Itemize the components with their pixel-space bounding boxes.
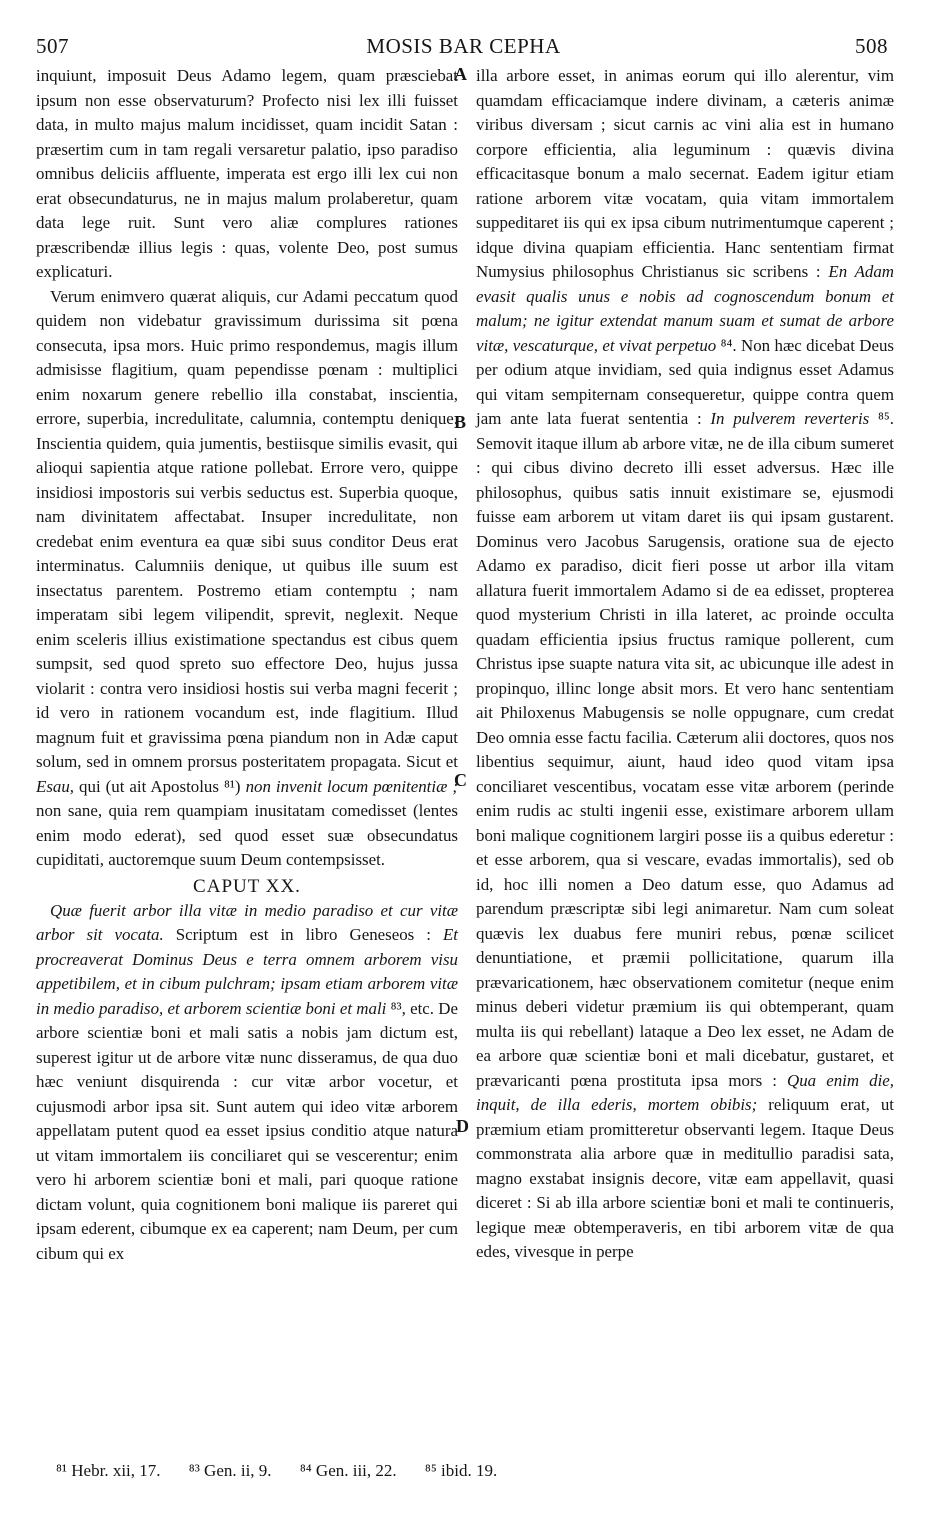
footnote: ⁸⁵ ibid. 19. [424,1461,498,1480]
left-page-number: 507 [36,34,69,58]
margin-letter-c: C [454,770,467,790]
footnote: ⁸³ Gen. ii, 9. [188,1461,272,1480]
right-text-column [476,64,894,1265]
chapter-heading: CAPUT XX. [193,875,301,897]
footnote: ⁸⁴ Gen. iii, 22. [299,1461,397,1480]
paragraph: illa arbore esset, in animas eorum qui illo alerentur, vim quamdam efficaciamque indere divinam, a cæteris animæ viribus diversam ; sicut carnis ac vini alia est in humano corpore efficientia, alia leguminum : quævis divina efficacitasque bonum a malo secernat. Eadem igitur etiam ratione arborem vitæ vocatam, quia vitam immortalem suppeditaret iis qui ex ipsa cibum nutrimentumque caperent ; idque divina quapiam efficientia. Hanc sententiam firmat Numysius philosophus Christianus sic scribens : En Adam evasit qualis unus e nobis ad cognoscendum bonum et malum; ne igitur extendat manum suam et sumat de arbore vitæ, vescaturque, et vivat perpetuo ⁸⁴. Non hæc dicebat Deus per odium atque invidiam, sed quia indignus esset Adamus qui vitam sempiternam consequeretur, quippe contra quem jam ante lata fuerat sententia : In pulverem reverteris ⁸⁵. Semovit itaque illum ab arbore vitæ, ne de illa cibum sumeret : qui cibus divino decreto illi esset adversus. Hæc ille philosophus, quibus satis innuit existimare se, ejusmodi fuisse eam arborem ut vitam daret iis qui ipsam gustarent. Dominus vero Jacobus Sarugensis, oratione sua de ejecto Adamo ex paradiso, dicit fieri posse ut arbor illa vitam allatura fuerit immortalem Adamo si de ea edisset, propterea quod mysterium Christi in illa lateret, ac proinde occulta quadam efficientia ipsius fructus ramique pollerent, cum Christus ipse suapte natura vita sit, ac ubicunque ille adest in propinquo, illinc longe absit mors. Et vero hanc sententiam ait Philoxenus Mabugensis se nolle oppugnare, cum credat Deo omnia esse factu facilia. Cæterum alii doctores, quos nos libentius sequimur, aiunt, haud ideo quod vitam ipsa conciliaret vescentibus, vocatam esse vitæ arborem (perinde enim rudis ac stulti ingenii esse, existimare arborem ullam boni malique cognitionem largiri posse iis a quibus ederetur : et esse arborem, qua si vescare, evadas immortalis), sed ob id, hoc illi nomen a Deo datum esse, quo Adamus ad parendum præscriptæ sibi legi animaretur. Nam cum soleat quævis lex duabus fere muniri rebus, pœnæ scilicet denuntiatione, et præmii pollicitatione, quarum illa prævaricationem, hæc observationem comitetur (neque enim minus deberi videtur præmium iis qui obtemperant, quam multa iis qui rebellant) lataque a Deo lex esset, ne Adam de ea arbore quæ scientiæ boni et mali dicebatur, gustaret, et prævaricanti pœna prostituta ipsa mors : Qua enim die, inquit, de illa ederis, mortem obibis; reliquum erat, ut præmium etiam promitteretur observanti legem. Itaque Deus commonstrata alia arbore quæ in meditullio paradisi sata, magno exstabat insignis decore, vitæ eam appellavit, quasi diceret : Si ab illa arbore scientiæ boni et mali te continueris, legique meæ obtemperaveris, en tibi arborem vitæ de qua edes, vivesque in perpe [476,66,894,1261]
footnotes [56,1460,656,1482]
margin-letter-b: B [454,412,467,432]
margin-letter-a: A [454,64,467,84]
chapter-summary: Quæ fuerit arbor illa vitæ in medio paradiso et cur vitæ arbor sit vocata. [36,900,458,944]
left-text-column [36,64,458,1266]
footnote: ⁸¹ Hebr. xii, 17. [56,1461,161,1480]
paragraph: inquiunt, imposuit Deus Adamo legem, quam præsciebat ipsum non esse observaturum? Profecto nisi lex illi fuisset data, in multo majus malum incidisset, quam incidit Satan : præsertim cum in tam regali versaretur palatio, ipso paradiso omnibus deliciis affluente, imperata est ergo illi lex cui non erat obsecundaturus, ne in majus malum prolaberetur, quam data lege ruit. Sunt vero aliæ complures rationes præscribendæ illius legis : quas, volente Deo, post sumus explicaturi. [36,66,458,281]
running-title: MOSIS BAR CEPHA [366,34,561,58]
paragraph: Verum enimvero quærat aliquis, cur Adami peccatum quod quidem non videbatur gravissimum durissima sit pœna consecuta, ipsa mors. Huic primo respondemus, magis illum admisisse flagitium, quam pependisse pœnam : multiplici enim noxarum genere rebellio illa constabat, inscientia, errore, superbia, incredulitate, calumnia, contemptu denique. Inscientia quidem, quia jumentis, bestiisque similis evasit, qui alioqui sapientia atque ratione pollebat. Errore vero, quippe insidiosi impostoris sui verbis seductus est. Superbia quoque, nam divinitatem affectabat. Insuper incredulitate, non credebat enim eventura ea quæ sibi suus conditor Deus erat interminatus. Calumniis denique, ut quibus ille suum est insectatus parentem. Postremo etiam contemptu ; nam imperatam sibi legem vilipendit, sprevit, neglexit. Neque enim sceleris illius existimatione spectandus est cibus quem sumpsit, sed quod spreto suo effectore Deo, hujus jussa violarit : contra vero insidiosi hostis sui verba magni fecerit ; id vero in rationem vocandum est, inde flagitium. Illud magnum fuit et gravissima pœna piandum non in Adæ caput solum, sed in omnem prorsus posteritatem propagata. Sicut et Esau, qui (ut ait Apostolus ⁸¹) non invenit locum pœnitentiæ ; non sane, quia rem quampiam inusitatam comedisset (lentes enim modo ederat), sed quod esset suæ obsecundatus cupiditati, auctoremque suum Deum contempsisset. [36,286,458,869]
margin-letter-d: D [456,1116,469,1136]
paragraph: Quæ fuerit arbor illa vitæ in medio paradiso et cur vitæ arbor sit vocata. Scriptum est in libro Geneseos : Et procreaverat Dominus Deus e terra omnem arborem visu appetibilem, et in cibum pulchram; ipsam etiam arborem vitæ in medio paradiso, et arborem scientiæ boni et mali ⁸³, etc. De arbore scientiæ boni et mali satis a nobis jam dictum est, superest igitur ut de arbore vitæ nunc disseramus, de qua duo hæc veniunt disquirenda : cur vitæ arbor vocetur, et cujusmodi arbor ipsa sit. Sunt autem qui ideo vitæ arborem appellatam putent quod ea esset ipsius conditio atque natura ut vitam immortalem iis conciliaret qui se vescerentur; enim vero hi arborem scientiæ boni et mali, pari quoque ratione dictam volunt, quia cognitionem boni malique iis pareret qui ipsam ederent, cibumque ex ea caperent; nam Deum, per cum cibum qui ex [36,900,458,1263]
right-page-number: 508 [855,34,888,58]
